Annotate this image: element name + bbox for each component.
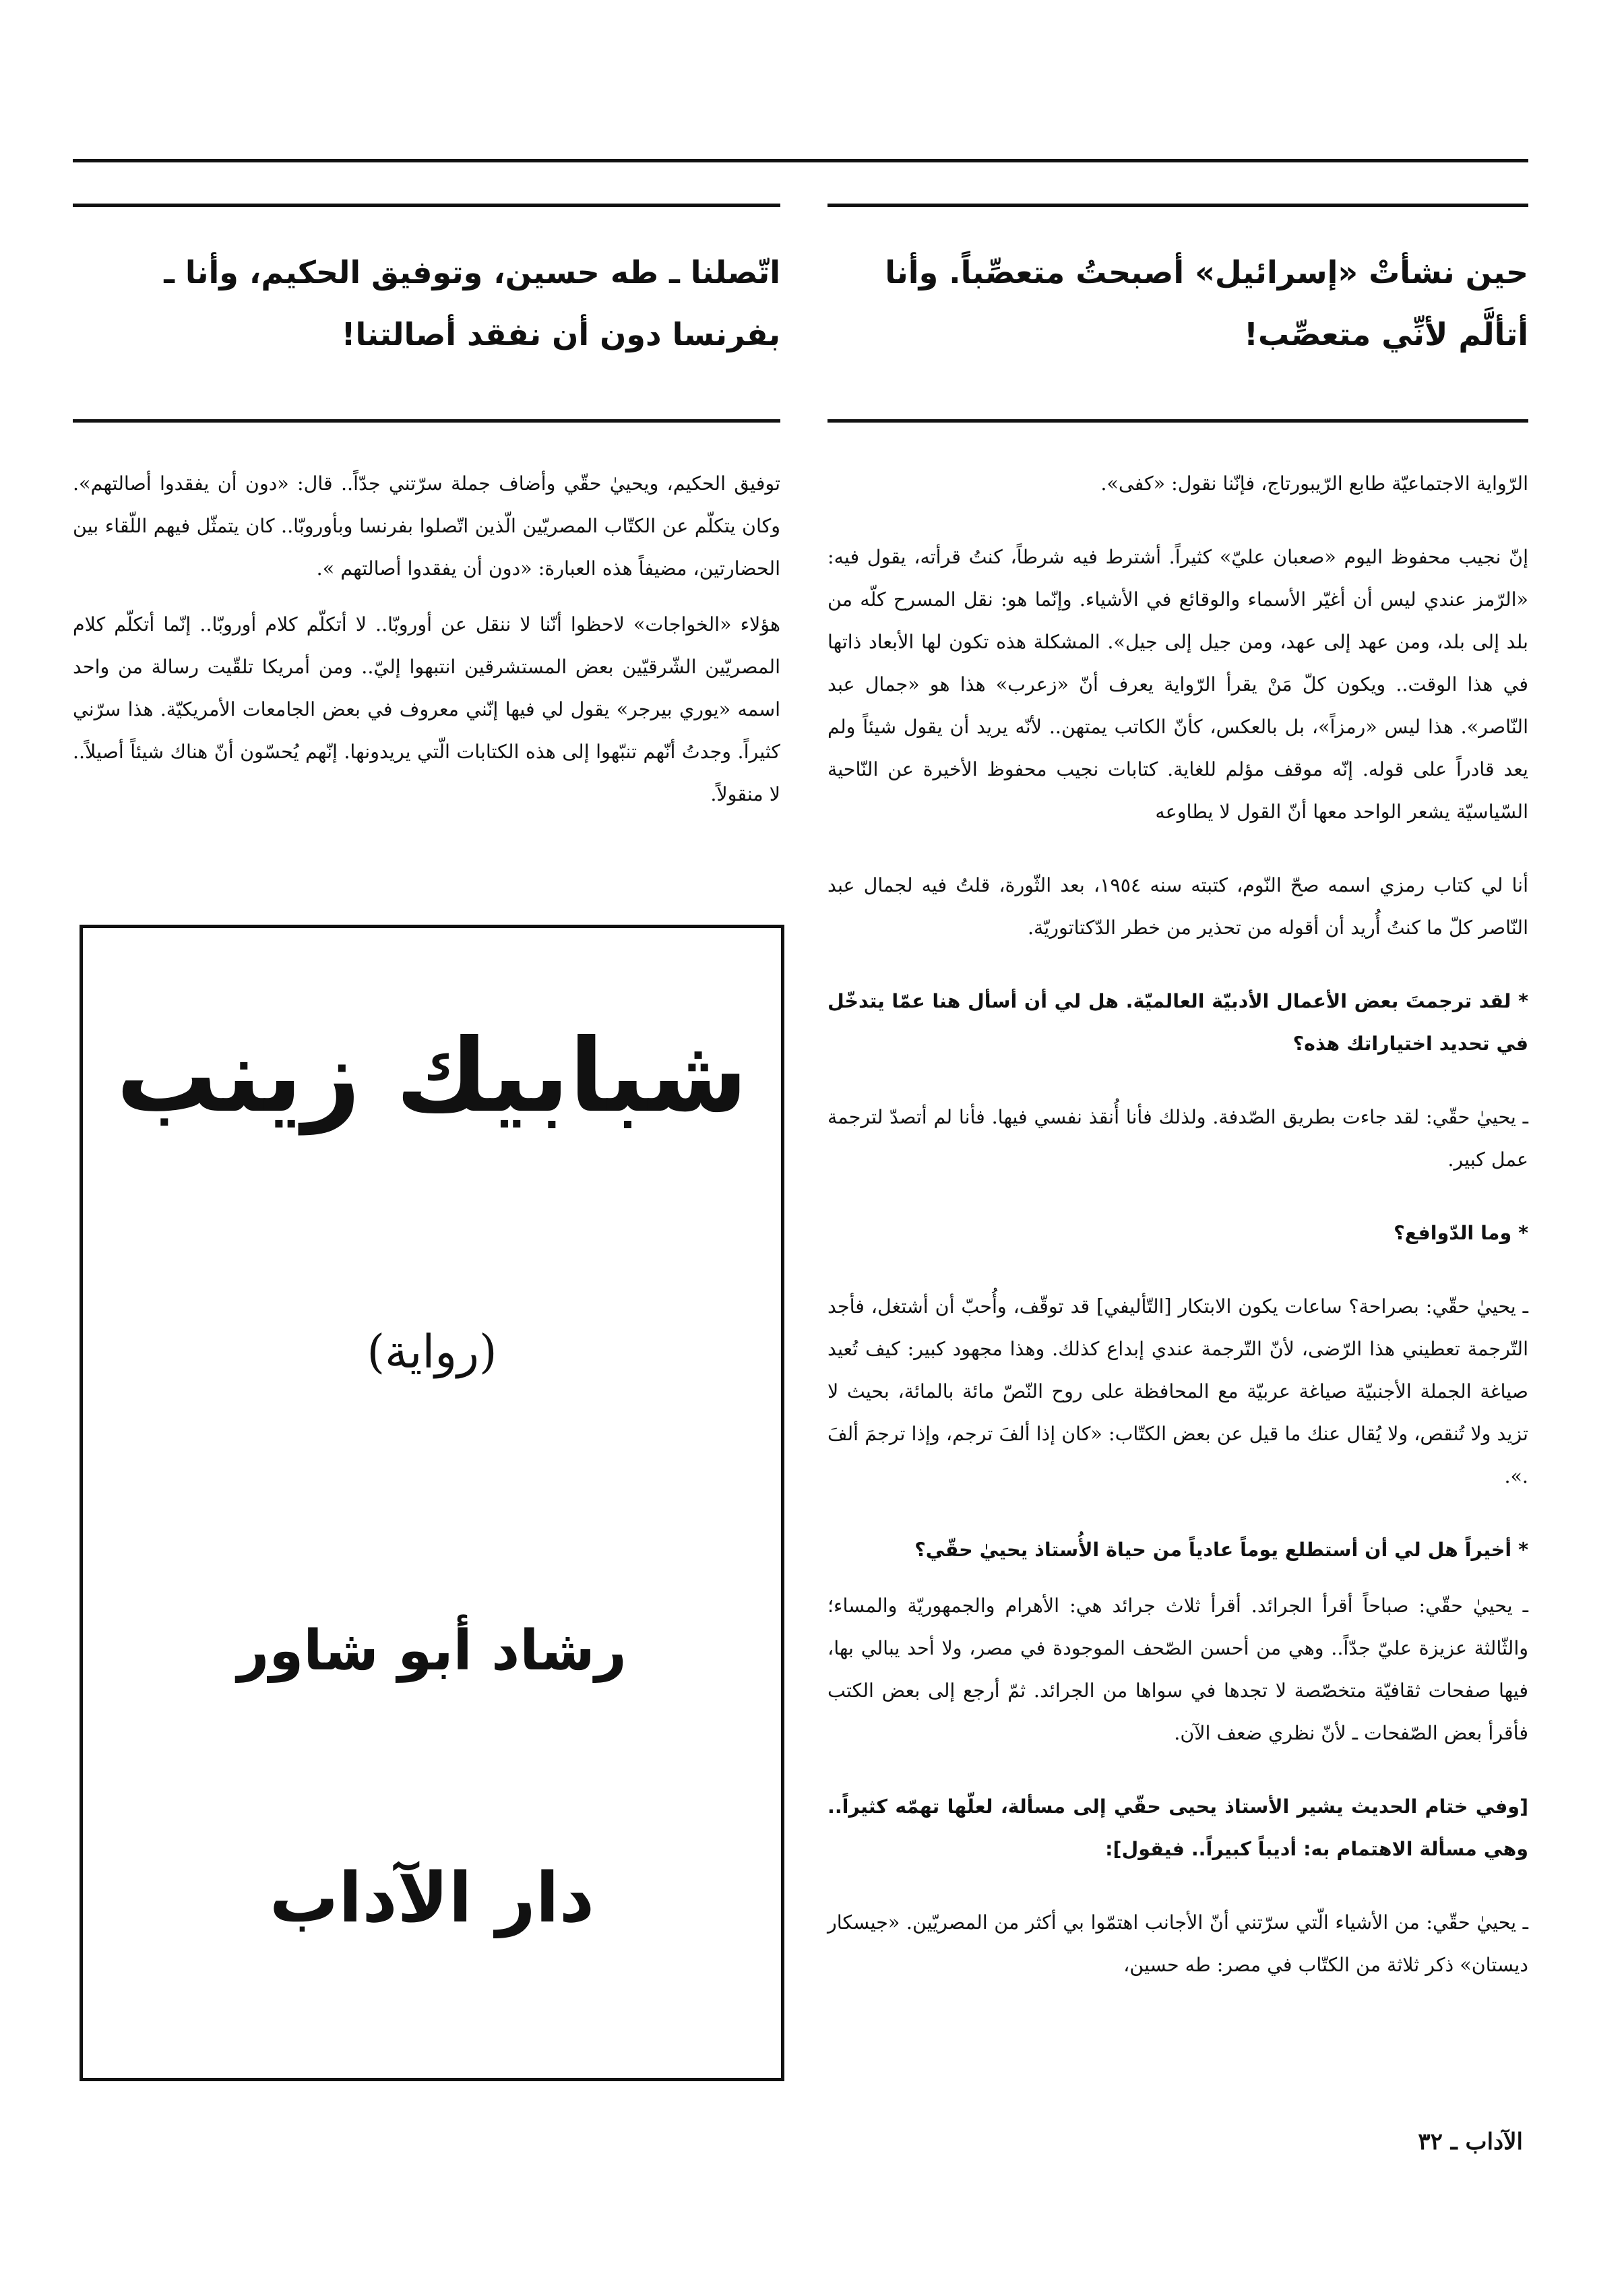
advert-publisher: دار الآداب — [269, 1858, 595, 1938]
left-column — [73, 462, 780, 829]
left-head-bottom-rule — [73, 419, 780, 423]
left-paragraph-1: توفيق الحكيم، ويحييٰ حقّي وأضاف جملة سرّتني جدّاً.. قال: «دون أن يفقدوا أصالتهم». وكان يتكلّم عن الكتّاب المصريّين الّذين اتّصلوا بفرنسا وبأوروبّا.. كان يتمثّل فيهم اللّقاء بين الحضارتين، مضيفاً هذه العبارة: «دون أن يفقدوا أصالتهم ». — [73, 472, 780, 580]
left-paragraph-2: هؤلاء «الخواجات» لاحظوا أنّنا لا ننقل عن أوروبّا.. لا أتكلّم كلام أوروبّا.. إنّما أتكلّم كلام المصريّين الشّرقيّين بعض المستشرقين انتبهوا إليّ.. ومن أمريكا تلقّيت رسالة من واحد اسمه «يوري بيرجر» يقول لي فيها إنّني معروف في بعض الجامعات الأمريكيّة. هذا سرّني كثيراً. وجدتُ أنّهم تنبّهوا إلى هذه الكتابات الّتي يريدونها. إنّهم يُحسّون أنّ هناك شيئاً أصيلاً.. لا منقولاً. — [73, 613, 780, 805]
answer-1: ـ يحييٰ حقّي: لقد جاءت بطريق الصّدفة. ولذلك فأنا أُنقذ نفسي فيها. فأنا لم أتصدّ لترجمة عمل كبير. — [827, 1106, 1528, 1171]
advert-title: شبابيك زينب — [116, 1018, 748, 1135]
right-head-top-rule — [827, 204, 1528, 207]
left-headline: اتّصلنا ـ طه حسين، وتوفيق الحكيم، وأنا ـ بفرنسا دون أن نفقد أصالتنا! — [164, 254, 780, 352]
paragraph-3: أنا لي كتاب رمزي اسمه صحّ النّوم، كتبته سنه ١٩٥٤، بعد الثّورة، قلتُ فيه لجمال عبد النّاصر كلّ ما كنتُ أُريد أن أقوله من تحذير من خطر الدّكتاتوريّة. — [827, 874, 1529, 939]
closing-note: [وفي ختام الحديث يشير الأستاذ يحيى حقّي إلى مسألة، لعلّها تهمّه كثيراً.. وهي مسألة الاهتمام به: أديباً كبيراً.. فيقول]: — [827, 1795, 1528, 1860]
question-3: * أخيراً هل لي أن أستطلع يوماً عادياً من حياة الأُستاذ يحييٰ حقّي؟ — [914, 1539, 1528, 1561]
paragraph-2: إنّ نجيب محفوظ اليوم «صعبان عليّ» كثيراً. أشترط فيه شرطاً، كنتُ قرأته، يقول فيه: «الرّمز عندي ليس أن أغيّر الأسماء والوقائع في الأشياء. وإنّما هو: نقل المسرح كلّه من بلد إلى بلد، ومن عهد إلى عهد، ومن جيل إلى جيل». المشكلة هذه تكون لها الأبعاد ذاتها في هذا الوقت.. ويكون كلّ مَنْ يقرأ الرّواية يعرف أنّ «زعرب» هذا هو «جمال عبد النّاصر». هذا ليس «رمزاً»، بل بالعكس، كأنّ الكاتب يمتهن.. لأنّه يريد أن يقول شيئاً ولم يعد قادراً على قوله. إنّه موقف مؤلم للغاية. كتابات نجيب محفوظ الأخيرة عن النّاحية السّياسيّة يشعر الواحد معها أنّ القول لا يطاوعه — [827, 546, 1528, 823]
right-head-bottom-rule — [827, 419, 1528, 423]
advert-author: رشاد أبو شاور — [237, 1619, 627, 1683]
question-2: * وما الدّوافع؟ — [1394, 1222, 1528, 1244]
top-rule — [73, 159, 1528, 162]
right-column — [827, 462, 1528, 2000]
answer-4: ـ يحييٰ حقّي: من الأشياء الّتي سرّتني أنّ الأجانب اهتمّوا بي أكثر من المصريّين. «جيسكار ديستان» ذكر ثلاثة من الكتّاب في مصر: طه حسين، — [827, 1911, 1528, 1976]
answer-3: ـ يحييٰ حقّي: صباحاً أقرأ الجرائد. أقرأ ثلاث جرائد هي: الأهرام والجمهوريّة والمساء؛ والثّالثة عزيزة عليّ جدّاً.. وهي من أحسن الصّحف الموجودة في مصر، ولا أحد يبالي بها، فيها صفحات ثقافيّة متخصّصة لا تجدها في سواها من الجرائد. ثمّ أرجع إلى بعض الكتب فأقرأ بعض الصّفحات ـ لأنّ نظري ضعف الآن. — [827, 1595, 1528, 1744]
answer-2: ـ يحييٰ حقّي: بصراحة؟ ساعات يكون الابتكار [التّأليفي] قد توقّف، وأُحبّ أن أشتغل، فأجد التّرجمة تعطيني هذا الرّضى، لأنّ التّرجمة عندي إبداع كذلك. وهذا مجهود كبير: كيف تُعيد صياغة الجملة الأجنبيّة صياغة عربيّة مع المحافظة على روح النّصّ مائة بالمائة، بحيث لا تزيد ولا تُنقص، ولا يُقال عنك ما قيل عن بعض الكتّاب: «كان إذا ألفَ ترجم، وإذا ترجمَ ألفَ .». — [827, 1295, 1528, 1487]
advert-subtitle: (رواية) — [367, 1326, 497, 1379]
paragraph-1: الرّواية الاجتماعيّة طابع الرّيبورتاج، فإنّنا نقول: «كفى». — [1100, 472, 1528, 495]
right-headline: حين نشأتْ «إسرائيل» أصبحتُ متعصِّباً. وأنا أتألَّم لأنِّي متعصِّب! — [885, 254, 1528, 352]
question-1: * لقد ترجمتَ بعض الأعمال الأدبيّة العالميّة. هل لي أن أسأل هنا عمّا يتدخّل في تحديد اختياراتك هذه؟ — [827, 990, 1528, 1055]
page-folio: الآداب ـ ٣٢ — [1418, 2128, 1523, 2155]
left-head-top-rule — [73, 204, 780, 207]
book-advert — [80, 925, 784, 2081]
